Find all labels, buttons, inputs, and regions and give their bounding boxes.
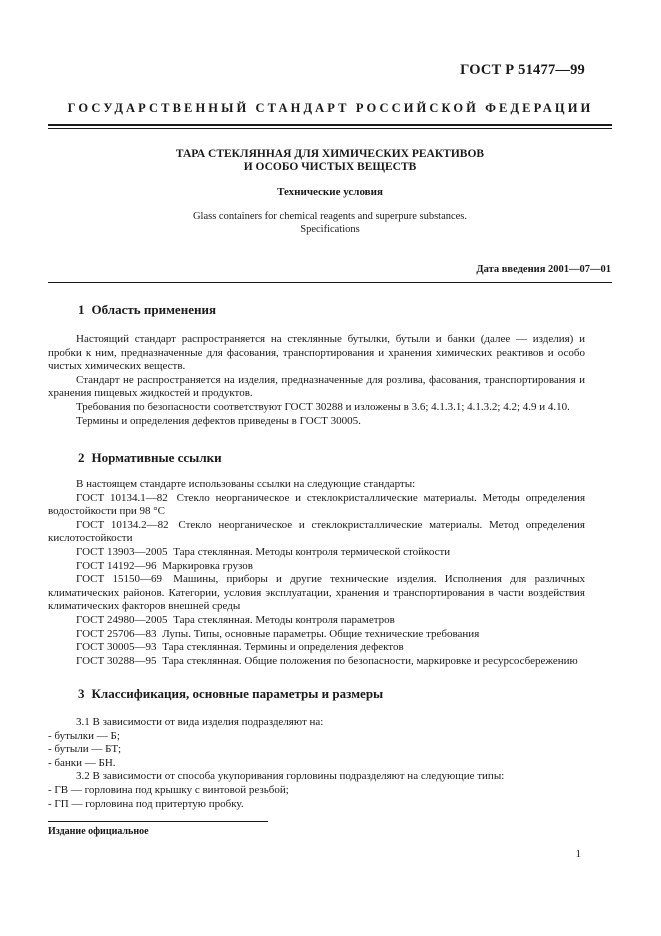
reference-item: [48, 641, 585, 655]
document-number: ГОСТ Р 51477—99: [460, 62, 585, 78]
document-subtitle: Технические условия: [277, 186, 383, 198]
title-rule-thick: [48, 124, 612, 126]
reference-title: Тара стеклянная. Методы контроля термической стойкости: [173, 545, 451, 558]
reference-item: [48, 655, 585, 669]
document-title-line-2: И ОСОБО ЧИСТЫХ ВЕЩЕСТВ: [243, 161, 417, 173]
clause-line: 3.1 В зависимости от вида изделия подразделяют на:: [76, 716, 324, 728]
section-3-heading: [78, 686, 383, 702]
introduction-date: Дата введения 2001—07—01: [476, 264, 611, 275]
reference-title: Тара стеклянная. Термины и определения дефектов: [162, 641, 404, 654]
reference-code: ГОСТ 30288—95: [76, 654, 157, 667]
reference-title: Маркировка грузов: [162, 559, 253, 572]
section-2-body: [48, 478, 585, 668]
reference-title: Лупы. Типы, основные параметры. Общие технические требования: [162, 627, 480, 640]
reference-item: [48, 628, 585, 642]
section-1-paragraph: Стандарт не распространяется на изделия, предназначенные для розлива, фасования, транспортирования и хранения пищевых жидкостей и продуктов.: [48, 373, 585, 400]
english-title: [48, 210, 612, 236]
footer-rule: [48, 821, 268, 822]
reference-code: ГОСТ 10134.1—82: [76, 491, 168, 504]
reference-code: ГОСТ 24980—2005: [76, 613, 168, 626]
list-item: - бутылки — Б;: [48, 729, 120, 742]
reference-code: ГОСТ 25706—83: [76, 627, 157, 640]
section-2-intro: В настоящем стандарте использованы ссылки на следующие стандарты:: [76, 478, 416, 490]
section-3-number: 3: [78, 686, 85, 701]
clause-line: 3.2 В зависимости от способа укупоривания горловины подразделяют на следующие типы:: [76, 770, 505, 783]
section-1-paragraph: Требования по безопасности соответствуют ГОСТ 30288 и изложены в 3.6; 4.1.3.1; 4.1.3.2; 4.2; 4.9 и 4.10.: [76, 400, 570, 413]
reference-title: Машины, приборы и другие технические изделия. Исполнения для различных климатических районов. Категории, условия эксплуатации, хранения и транспортирования в части воздействия климатических факторов внешней среды: [48, 573, 585, 613]
reference-item: [48, 573, 585, 614]
section-3-title: Классификация, основные параметры и размеры: [91, 686, 384, 701]
title-rule-thin: [48, 128, 612, 129]
section-2-number: 2: [78, 450, 85, 465]
english-title-line-2: Specifications: [300, 224, 360, 235]
list-item: - бутыли — БТ;: [48, 743, 122, 756]
list-item: - ГВ — горловина под крышку с винтовой резьбой;: [48, 783, 289, 796]
reference-item: [48, 519, 585, 546]
reference-title: Стекло неорганическое и стеклокристаллические материалы. Метод определения кислотостойкости: [48, 518, 585, 545]
section-1-number: 1: [78, 302, 85, 317]
edition-label: Издание официальное: [48, 826, 149, 837]
reference-title: Стекло неорганическое и стеклокристаллические материалы. Методы определения водостойкости при 98 °С: [48, 491, 585, 518]
reference-code: ГОСТ 10134.2—82: [76, 518, 169, 531]
reference-code: ГОСТ 14192—96: [76, 559, 157, 572]
reference-item: [48, 560, 585, 574]
date-rule: [48, 282, 612, 283]
reference-item: [48, 546, 585, 560]
reference-code: ГОСТ 13903—2005: [76, 545, 168, 558]
reference-title: Тара стеклянная. Общие положения по безопасности, маркировке и ресурсосбережению: [162, 654, 578, 667]
page-number: 1: [575, 848, 581, 860]
document-title: [48, 148, 612, 174]
english-title-line-1: Glass containers for chemical reagents and superpure substances.: [192, 211, 468, 222]
reference-title: Тара стеклянная. Методы контроля параметров: [173, 613, 395, 626]
section-1-body: [48, 333, 585, 428]
list-item: - ГП — горловина под притертую пробку.: [48, 797, 244, 810]
standard-title: ГОСУДАРСТВЕННЫЙ СТАНДАРТ РОССИЙСКОЙ ФЕДЕРАЦИИ: [67, 101, 594, 115]
list-item: - банки — БН.: [48, 756, 116, 769]
section-1-heading: [78, 302, 216, 318]
section-1-title: Область применения: [91, 302, 216, 317]
section-2-title: Нормативные ссылки: [91, 450, 222, 465]
section-1-paragraph: Настоящий стандарт распространяется на стеклянные бутылки, бутыли и банки (далее — изделия) и пробки к ним, предназначенные для фасования, транспортирования и хранения химических реактивов и особо чистых химических веществ.: [48, 333, 585, 373]
reference-item: [48, 614, 585, 628]
section-1-paragraph: Термины и определения дефектов приведены в ГОСТ 30005.: [76, 414, 361, 427]
section-2-heading: [78, 450, 222, 466]
reference-code: ГОСТ 15150—69: [76, 573, 162, 586]
document-title-line-1: ТАРА СТЕКЛЯННАЯ ДЛЯ ХИМИЧЕСКИХ РЕАКТИВОВ: [175, 148, 485, 160]
reference-item: [48, 492, 585, 519]
section-3-body: [48, 716, 585, 811]
reference-code: ГОСТ 30005—93: [76, 641, 157, 654]
